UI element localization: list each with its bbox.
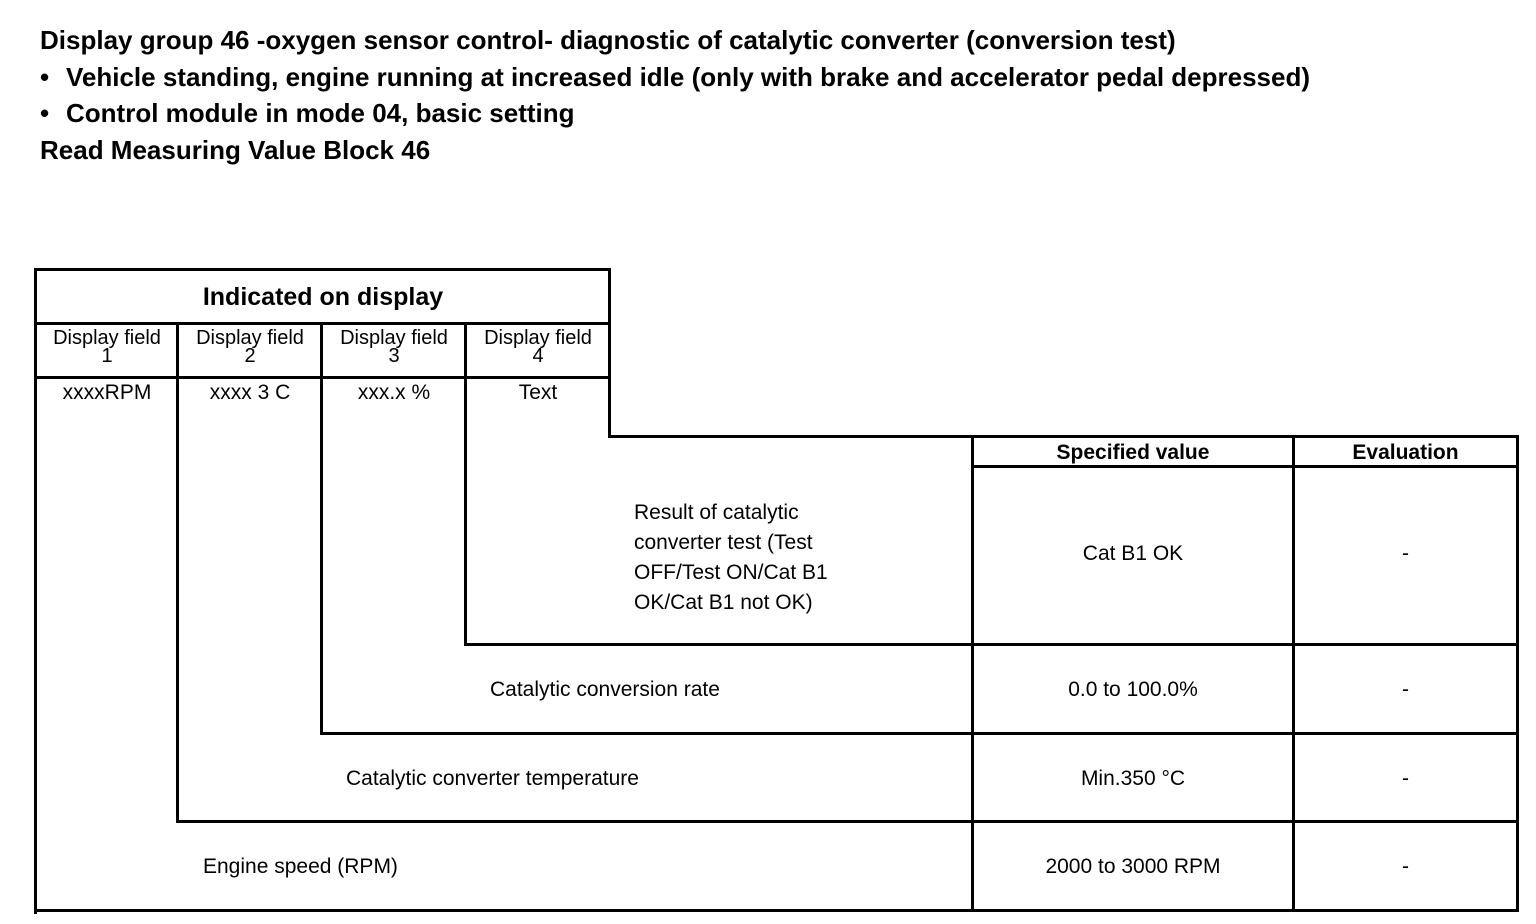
display-field-label: Display field [196, 327, 304, 349]
read-block-instruction: Read Measuring Value Block 46 [40, 134, 431, 165]
display-field-label: Display field [484, 327, 592, 349]
display-field-value: Text [518, 381, 558, 404]
row-specified-value: 2000 to 3000 RPM [1045, 855, 1221, 878]
frame-line [972, 465, 1519, 468]
frame-line [1516, 435, 1519, 912]
frame-line [464, 643, 1519, 646]
display-field-value: xxx.x % [357, 381, 431, 404]
condition-text: Vehicle standing, engine running at increased idle (only with brake and accelerator pedal depressed) [66, 61, 1311, 92]
display-table-title: Indicated on display [202, 283, 444, 311]
display-field-value: xxxx 3 C [209, 381, 291, 404]
frame-line [34, 268, 611, 271]
display-group-title: Display group 46 -oxygen sensor control- diagnostic of catalytic converter (conversion test) [40, 25, 1176, 55]
row-description: Catalytic converter temperature [346, 767, 639, 790]
frame-line [464, 322, 467, 646]
evaluation-header: Evaluation [1352, 441, 1459, 464]
display-field-value: xxxxRPM [62, 381, 152, 404]
row-evaluation: - [1402, 542, 1409, 565]
frame-line [971, 435, 974, 912]
specified-value-header: Specified value [1056, 441, 1210, 464]
bullet-icon: • [40, 61, 50, 92]
row-description: Catalytic conversion rate [490, 678, 720, 701]
frame-line [320, 732, 1519, 735]
row-description: Engine speed (RPM) [203, 855, 398, 878]
display-field-number: 1 [101, 345, 113, 367]
display-field-label: Display field [340, 327, 448, 349]
condition-text: Control module in mode 04, basic setting [66, 98, 575, 128]
frame-line [176, 820, 1519, 823]
display-field-number: 3 [388, 345, 400, 367]
condition-item [40, 95, 1340, 132]
row-description: Result of catalytic converter test (Test OFF/Test ON/Cat B1 OK/Cat B1 not OK) [634, 501, 828, 614]
frame-line [608, 435, 1519, 438]
row-specified-value: Min.350 °C [1080, 767, 1186, 790]
condition-item [40, 59, 1340, 96]
display-field-header [179, 325, 321, 370]
display-field-label: Display field [53, 327, 161, 349]
procedure-heading [40, 22, 1340, 168]
row-specified-value: 0.0 to 100.0% [1068, 678, 1198, 701]
row-evaluation: - [1402, 678, 1409, 701]
bullet-icon: • [40, 98, 50, 128]
display-field-header [467, 325, 609, 370]
row-evaluation: - [1402, 855, 1409, 878]
display-field-header [37, 325, 177, 370]
row-specified-value: Cat B1 OK [1082, 542, 1184, 565]
frame-line [34, 909, 1519, 912]
row-evaluation: - [1402, 767, 1409, 790]
frame-line [1292, 435, 1295, 912]
display-field-number: 4 [532, 345, 544, 367]
display-field-number: 2 [244, 345, 256, 367]
display-field-header [323, 325, 465, 370]
